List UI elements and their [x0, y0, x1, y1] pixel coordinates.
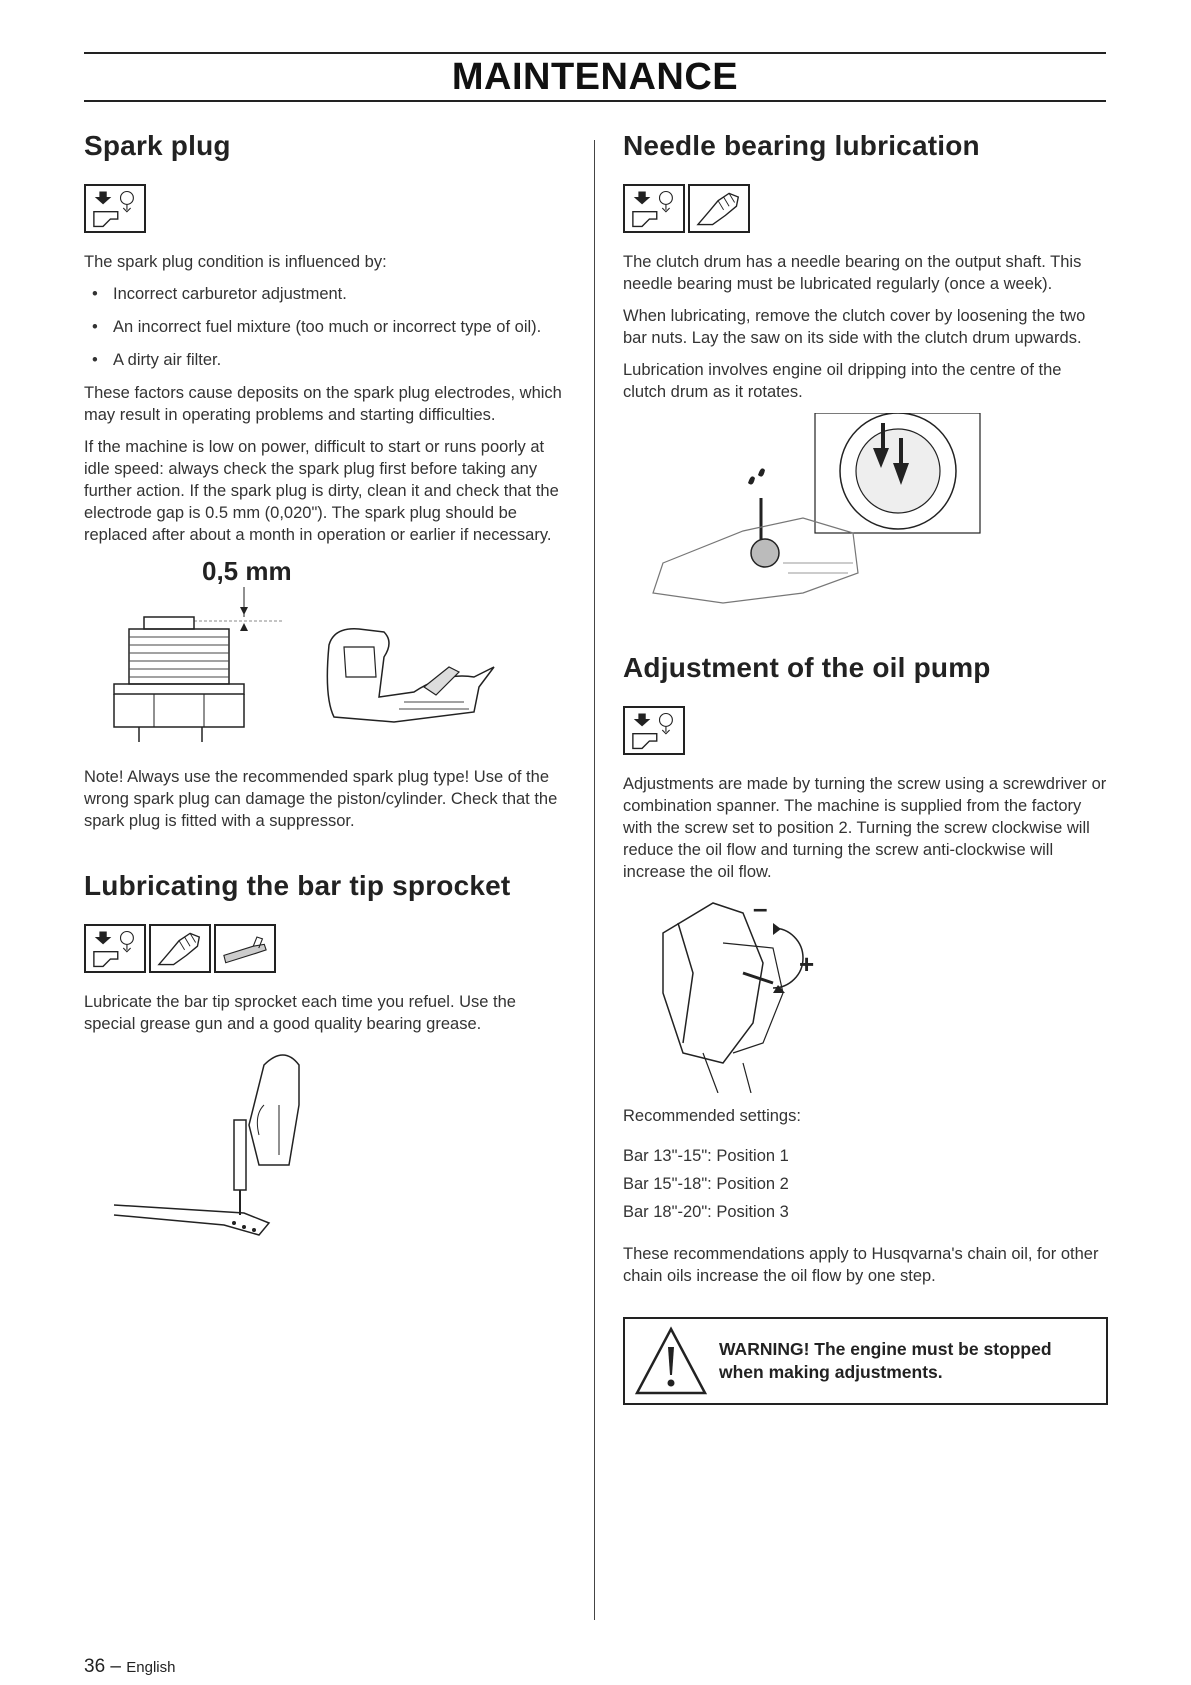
stop-engine-icon [623, 184, 685, 233]
setting-item: Bar 18"-20": Position 3 [623, 1203, 789, 1221]
setting-item: Bar 13"-15": Position 1 [623, 1147, 789, 1165]
footer-dash: – [105, 1656, 127, 1677]
list-item: • An incorrect fuel mixture (too much or incorrect type of oil). [84, 316, 566, 338]
warning-line-1: WARNING! The engine must be stopped [719, 1339, 1052, 1359]
oil-pump-drawing [623, 893, 1108, 1093]
page-number: 36 [84, 1656, 106, 1677]
oil-pump-text: Adjustments are made by turning the screw using a screwdriver or combination spanner. The machine is supplied from the factory with the screw set to position 2. Turning the screw clockwise will reduce the oil flow and turning the screw anti-clockwise will increase the oil flow. [623, 775, 1107, 881]
warning-box [623, 1317, 1108, 1405]
needle-bearing-text-3: Lubrication involves engine oil dripping into the centre of the clutch drum as it rotates. [623, 361, 1062, 401]
bar-tip-illustration [84, 1045, 566, 1250]
spark-plug-illustration [84, 587, 566, 742]
needle-bearing-icons [623, 184, 1108, 233]
plus-label: + [799, 949, 815, 979]
clutch-drum-illustration [623, 413, 1108, 628]
stop-engine-icon [84, 184, 146, 233]
spark-plug-causes [84, 283, 566, 371]
bar-tip-section [84, 870, 566, 1250]
header-rule-bottom [84, 100, 1106, 102]
footer-language: English [126, 1659, 176, 1676]
needle-bearing-text-1: The clutch drum has a needle bearing on the output shaft. This needle bearing must be lubricated regularly (once a week). [623, 253, 1082, 293]
column-divider [594, 140, 595, 1620]
warning-triangle-icon [631, 1321, 711, 1401]
needle-bearing-heading: Needle bearing lubrication [623, 130, 980, 161]
page-title: MAINTENANCE [451, 56, 739, 98]
minus-label: – [753, 893, 768, 923]
oil-pump-section [623, 652, 1108, 1405]
spark-plug-heading: Spark plug [84, 130, 231, 161]
oil-pump-illustration [623, 893, 1108, 1093]
recommended-settings [623, 1105, 1108, 1223]
bar-tip-text: Lubricate the bar tip sprocket each time you refuel. Use the special grease gun and a good quality bearing grease. [84, 993, 516, 1033]
oil-recommendation-text: These recommendations apply to Husqvarna's chain oil, for other chain oils increase the oil flow by one step. [623, 1245, 1099, 1285]
grease-gun-icon [214, 924, 276, 973]
oil-pump-heading: Adjustment of the oil pump [623, 652, 991, 683]
list-item: • Incorrect carburetor adjustment. [84, 283, 566, 305]
left-column [84, 130, 566, 1250]
stop-engine-icon [84, 924, 146, 973]
setting-item: Bar 15"-18": Position 2 [623, 1175, 789, 1193]
spark-plug-note: Note! Always use the recommended spark plug type! Use of the wrong spark plug can damage the piston/cylinder. Check that the spark plug is fitted with a suppressor. [84, 768, 558, 830]
settings-label: Recommended settings: [623, 1107, 801, 1125]
bar-tip-icons [84, 924, 566, 973]
page-footer [84, 1656, 175, 1678]
electrode-gap-label: 0,5 mm [202, 556, 292, 586]
spark-plug-check-text: If the machine is low on power, difficult to start or runs poorly at idle speed: always check the spark plug first before taking any further action. If the spark plug is dirty, clean it and check that the electrode gap is 0.5 mm (0,020"). The spark plug should be replaced after about a month in operation or earlier if necessary. [84, 438, 559, 544]
warning-text [719, 1338, 1052, 1384]
right-column [623, 130, 1108, 1405]
list-item: • A dirty air filter. [84, 349, 566, 371]
warning-line-2: when making adjustments. [719, 1362, 943, 1382]
spark-plug-icons [84, 184, 566, 233]
spark-plug-intro: The spark plug condition is influenced by: [84, 253, 387, 271]
needle-bearing-text-2: When lubricating, remove the clutch cover by loosening the two bar nuts. Lay the saw on its side with the clutch drum upwards. [623, 307, 1086, 347]
oil-pump-icons [623, 706, 1108, 755]
spark-plug-deposits-text: These factors cause deposits on the spark plug electrodes, which may result in operating problems and starting difficulties. [84, 384, 562, 424]
header-rule-top [84, 52, 1106, 54]
glove-icon [149, 924, 211, 973]
glove-icon [688, 184, 750, 233]
stop-engine-icon [623, 706, 685, 755]
bar-tip-heading: Lubricating the bar tip sprocket [84, 870, 511, 901]
